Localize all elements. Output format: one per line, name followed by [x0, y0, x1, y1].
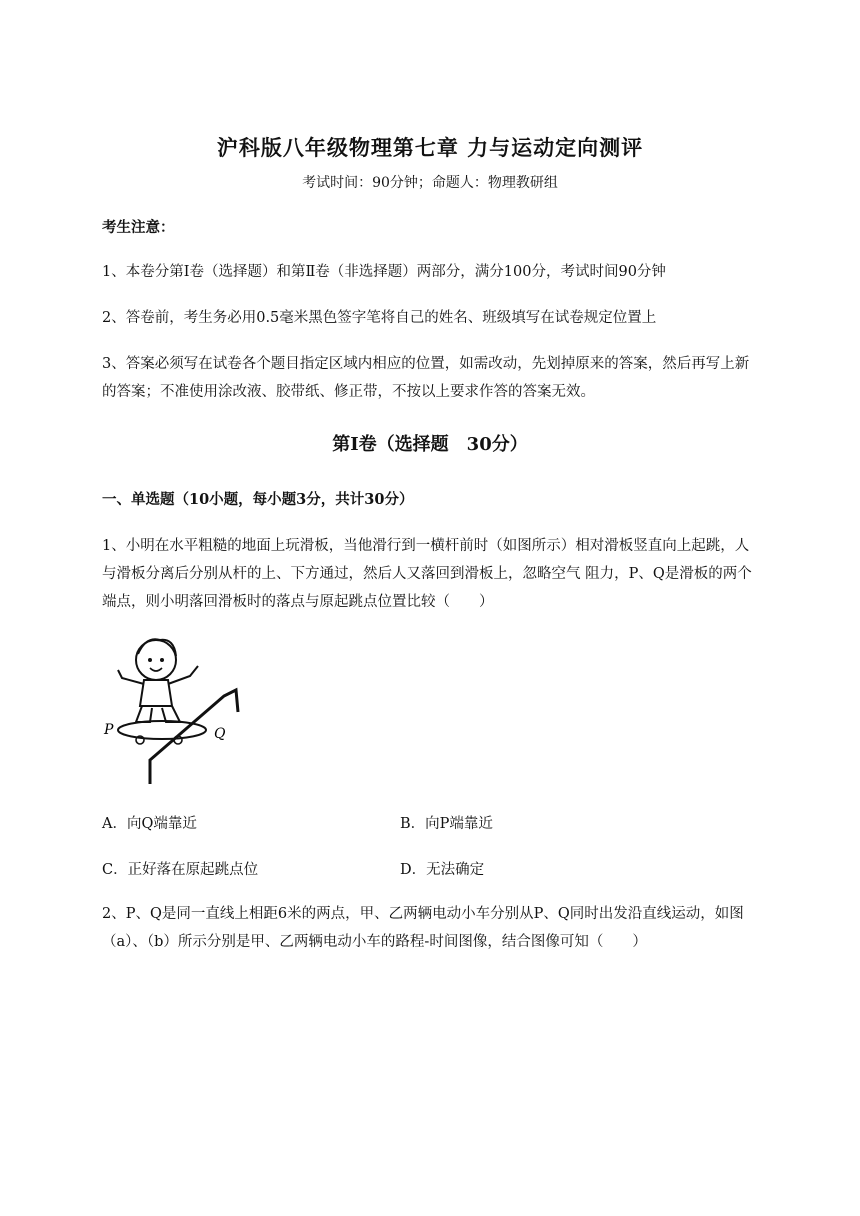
boy-arm-right	[168, 666, 198, 684]
page-subtitle: 考试时间：90分钟；命题人：物理教研组	[302, 175, 558, 191]
notice-item-3: 3、答案必须写在试卷各个题目指定区域内相应的位置，如需改动，先划掉原来的答案，然后再写上新的答案；不准使用涂改液、胶带纸、修正带，不按以上要求作答的答案无效。	[102, 356, 750, 400]
option-d: D．无法确定	[400, 862, 485, 878]
option-c: C．正好落在原起跳点位	[102, 862, 259, 878]
boy-eye-left	[148, 658, 152, 662]
notice-heading: 考生注意：	[102, 219, 175, 236]
boy-mouth	[150, 668, 162, 671]
boy-leg-right	[162, 706, 180, 722]
option-a: A．向Q端靠近	[102, 816, 197, 832]
boy-body	[140, 680, 172, 706]
notice-item-1: 1、本卷分第Ⅰ卷（选择题）和第Ⅱ卷（非选择题）两部分，满分100分，考试时间90分钟	[102, 264, 666, 280]
question-2-text: 2、P、Q是同一直线上相距6米的两点，甲、乙两辆电动小车分别从P、Q同时出发沿直线运动，如图（a）、（b）所示分别是甲、乙两辆电动小车的路程-时间图像，结合图像可知（ ）	[102, 906, 744, 950]
notice-item-2: 2、答卷前，考生务必用0.5毫米黑色签字笔将自己的姓名、班级填写在试卷规定位置上	[102, 310, 657, 326]
section-title: 第Ⅰ卷（选择题 30分）	[332, 434, 528, 455]
skateboard-figure	[100, 630, 260, 790]
boy-hair	[138, 639, 176, 656]
page-title: 沪科版八年级物理第七章 力与运动定向测评	[216, 135, 644, 160]
label-q: Q	[214, 726, 226, 742]
boy-leg-left	[136, 706, 152, 722]
question-1-text: 1、小明在水平粗糙的地面上玩滑板，当他滑行到一横杆前时（如图所示）相对滑板竖直向上起跳，人与滑板分离后分别从杆的上、下方通过，然后人又落回到滑板上，忽略空气 阻力，P、Q是滑板的两个端点，则小明落回滑板时的落点与原起跳点位置比较（ ）	[102, 538, 752, 610]
label-p: P	[104, 722, 114, 738]
boy-eye-right	[160, 658, 164, 662]
part-heading: 一、单选题（10小题，每小题3分，共计30分）	[102, 491, 414, 508]
option-b: B．向P端靠近	[400, 816, 493, 832]
